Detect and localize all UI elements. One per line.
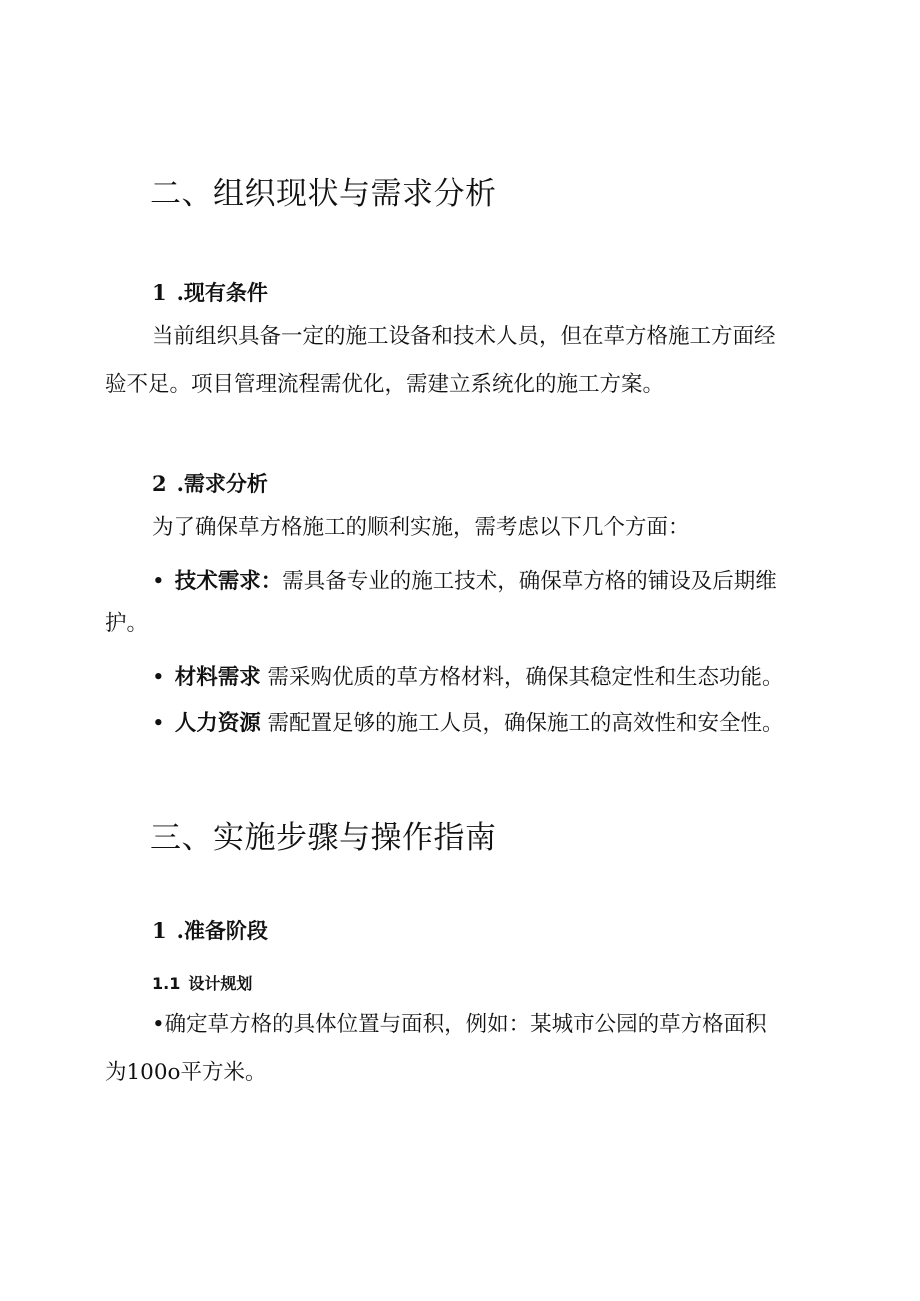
section-2-heading: 二、组织现状与需求分析 (150, 176, 497, 212)
section-3-heading: 三、实施步骤与操作指南 (150, 820, 497, 856)
subsubsection-title: 设计规划 (188, 974, 253, 993)
subsubsection-number: 1.1 (152, 974, 181, 993)
bullet-text: 需采购优质的草方格材料，确保其稳定性和生态功能。 (267, 665, 784, 690)
subsection-2-1-heading (152, 277, 268, 307)
bullet-term: 材料需求 (174, 665, 261, 690)
bullet-item (152, 660, 784, 691)
subsection-title: .需求分析 (176, 471, 268, 496)
subsection-2-2-heading (152, 468, 268, 498)
paragraph-line: 为了确保草方格施工的顺利实施，需考虑以下几个方面： (152, 515, 690, 540)
paragraph-line: 验不足。项目管理流程需优化，需建立系统化的施工方案。 (105, 372, 665, 397)
bullet-text: 需具备专业的施工技术，确保草方格的铺设及后期维 (282, 569, 777, 594)
bullet-icon: • (152, 569, 165, 594)
subsection-number: 1 (152, 280, 167, 305)
paragraph-line: 当前组织具备一定的施工设备和技术人员，但在草方格施工方面经 (152, 324, 776, 349)
paragraph-line: 为100o平方米。 (105, 1060, 267, 1085)
bullet-item (152, 706, 784, 737)
subsection-number: 2 (152, 471, 167, 496)
subsection-number: 1 (152, 918, 167, 943)
paragraph-line: 护。 (105, 611, 149, 636)
bullet-term: 人力资源 (174, 711, 261, 736)
subsection-title: .准备阶段 (176, 918, 268, 943)
bullet-icon: • (152, 665, 165, 690)
bullet-term: 技术需求： (174, 569, 283, 594)
bullet-icon: • (152, 711, 165, 736)
bullet-item (152, 564, 777, 595)
bullet-text: 需配置足够的施工人员，确保施工的高效性和安全性。 (267, 711, 784, 736)
subsubsection-heading (152, 971, 252, 994)
subsection-3-1-heading (152, 915, 268, 945)
subsection-title: .现有条件 (176, 280, 268, 305)
paragraph-line: •确定草方格的具体位置与面积，例如：某城市公园的草方格面积 (152, 1012, 767, 1037)
